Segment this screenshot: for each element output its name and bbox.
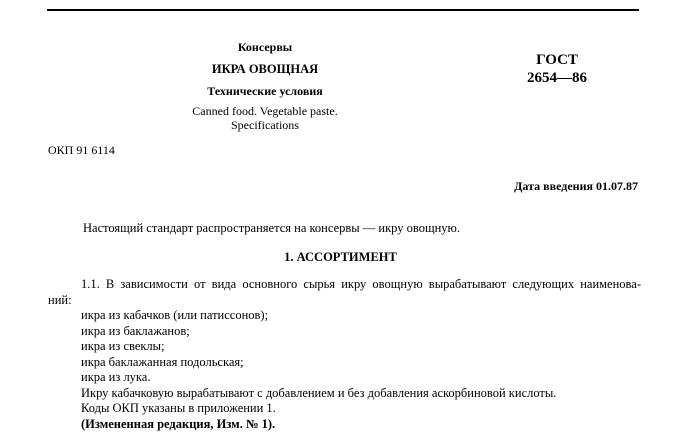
list-item: икра из лука. [48,370,641,386]
english-title-line2: Specifications [150,118,380,133]
list-item: икра баклажанная подольская; [48,355,641,371]
paragraph-1-1-line1: 1.1. В зависимости от вида основного сырья икру овощную вырабатывают следующих наименова- [48,277,641,293]
list-item: икра из кабачков (или патиссонов); [48,308,641,324]
list-item: икра из свеклы; [48,339,641,355]
gost-number: 2654—86 [512,70,602,87]
technical-conditions-heading: Технические условия [150,84,380,99]
scope-statement: Настоящий стандарт распространяется на консервы — икру овощную. [83,221,460,236]
top-rule [47,9,639,11]
ascorbic-note: Икру кабачковую вырабатывают с добавлением и без добавления аскорбиновой кислоты. [48,386,641,402]
document-title: ИКРА ОВОЩНАЯ [150,62,380,77]
english-title-line1: Canned food. Vegetable paste. [150,104,380,119]
okp-code: ОКП 91 6114 [48,143,115,158]
section-title: 1. АССОРТИМЕНТ [0,250,681,265]
section-body [48,277,641,432]
introduction-date: Дата введения 01.07.87 [514,179,638,194]
okp-codes-note: Коды ОКП указаны в приложении 1. [48,401,641,417]
paragraph-1-1-line2: ний: [48,293,641,309]
gost-label: ГОСТ [512,52,602,69]
list-item: икра из баклажанов; [48,324,641,340]
amendment-note: (Измененная редакция, Изм. № 1). [48,417,641,432]
product-heading: Консервы [150,40,380,55]
